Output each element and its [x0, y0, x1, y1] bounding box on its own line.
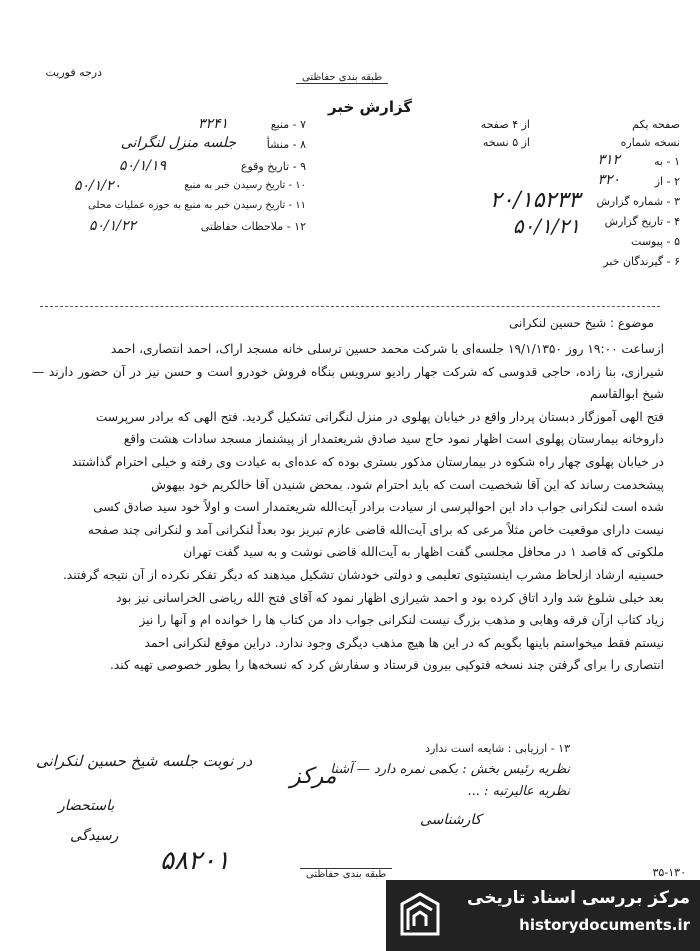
brand-name: مرکز بررسی اسناد تاریخی: [467, 888, 690, 908]
notes-line-3: نظریه عالیرتبه : ...: [467, 784, 570, 799]
field-local-label: ۱۱ - تاریخ رسیدن خبر به منبع به حوزه عملیات محلی: [88, 200, 306, 211]
field-received-value: ۵۰/۱/۲۰: [73, 178, 121, 194]
field-recipients-label: ۶ - گیرندگان خبر: [603, 255, 680, 268]
field-notes-label: ۱۲ - ملاحظات حفاظتی: [200, 220, 306, 233]
field-source-label: ۷ - منبع: [270, 118, 306, 131]
field-date-label: ۹ - تاریخ وقوع: [240, 160, 306, 173]
body-line: پیشخدمت رساند که این آقا شخصیت است که باید احترام شود. بمحض شنیدن آقا خالکریم خود بیهوش: [151, 477, 664, 492]
field-origin-label: ۸ - منشأ: [266, 138, 306, 151]
body-line: در خیابان پهلوی چهار راه شکوه در بیمارستان مذکور بستری بوده که عده‌ای به عیادت وی رفته و خیلی احترام گذاشتند: [71, 454, 664, 469]
body-line: ملکوتی که قاصد ۱ در محافل مجلسی گفت اظهار به آیت‌الله قاضی نوشت و به سید گفت تهران: [183, 545, 664, 560]
field-report-date-label: ۴ - تاریخ گزارش: [604, 215, 680, 228]
body-line: حسینیه ارشاد ازلحاظ مشرب اینستیتوی تعلیمی و دولتی خودشان تشکیل میدهند که دیگر تفکر نکرده از آن نتیجه گرفتند.: [62, 567, 664, 582]
classification-bottom: طبقه بندی حفاظتی: [300, 868, 392, 880]
report-title: گزارش خبر: [328, 98, 413, 116]
field-report-no-label: ۳ - شماره گزارش: [596, 195, 680, 208]
body-line: نیستم فقط میخواستم باینها بگویم که در این ها هیچ مذهب دیگری وجود ندارد. دراین موقع لنکرانی احمد: [144, 635, 664, 650]
subject-value: شیخ حسین لنکرانی: [509, 316, 607, 330]
signature-left-sub: باستحضار: [58, 798, 115, 814]
body-line: ازساعت ۱۹:۰۰ روز ۱۹/۱/۱۳۵۰ جلسه‌ای با شرکت محمد حسین ترسلی خانه مسجد اراک، احمد انتصاری، احمد: [110, 342, 664, 356]
field-copy-label: نسخه شماره: [620, 136, 680, 149]
body-line: زیاد کتاب ازآن فرقه وهابی و مذهب بزرگ نیست لنکرانی جواب داد من کتاب ها را خوانده ام و آنها را نیز: [139, 613, 664, 628]
field-to-label: ۱ - به: [654, 155, 680, 168]
body-line: شده است لنکرانی جواب داد این احوالپرسی از سیادت برادر آیت‌الله شریعتمدار است و اولاً خود سید صادق کسی: [93, 500, 664, 515]
separator-rule: [40, 306, 660, 307]
archive-logo-icon: [398, 890, 442, 940]
field-page-label: صفحه یکم: [632, 118, 680, 131]
left-fields: [36, 118, 306, 240]
grade-label: درجه فوریت: [45, 66, 102, 79]
field-origin-value: جلسه منزل لنگرانی: [120, 135, 236, 151]
signature-right: کارشناسی: [420, 812, 482, 828]
signature-middle: مرکز: [290, 764, 337, 789]
field-source-value: ۳۲۴۱: [197, 116, 228, 132]
field-report-date-value: ۵۰/۱/۲۱: [512, 214, 580, 238]
body-line: انتصاری را برای گرفتن چند نسخه فتوکپی بیرون فرستاد و سفارش کرد که نسخه‌ها را بطور خصوصی تهیه کند.: [110, 658, 664, 673]
body-line: فتح الهی آموزگار دبستان پردار واقع در خیابان پهلوی در منزل لنگرانی تشکیل گردید. فتح الهی که برادر سرپرست: [95, 409, 664, 424]
field-from-value: ۳۲۰: [597, 172, 620, 188]
body-line: نیست دارای موقعیت خاص مثلاً مرعی که برای آیت‌الله قاضی عازم تبریز بود بعداً لنکرانی آمد و لنکرانی چند صفحه: [87, 522, 664, 537]
field-notes-value: ۵۰/۱/۲۲: [88, 218, 136, 234]
evaluation-note: ۱۳ - ارزیابی : شایعه است ندارد: [425, 742, 570, 755]
field-page-value: از ۴ صفحه: [480, 118, 530, 131]
field-copy-value: از ۵ نسخه: [482, 136, 530, 149]
notes-line-2: نظریه رئیس بخش : بکمی نمره دارد — آشنا: [330, 762, 570, 777]
field-received-label: ۱۰ - تاریخ رسیدن خبر به منبع: [184, 180, 306, 191]
brand-url[interactable]: historydocuments.ir: [519, 916, 690, 934]
field-report-no-value: ۲۰/۱۵۲۳۳: [489, 188, 580, 213]
subject-label: موضوع: [617, 316, 654, 330]
classification-top: طبقه بندی حفاظتی: [296, 72, 388, 84]
report-body: [32, 338, 664, 677]
body-line: بعد خیلی شلوغ شد وارد اتاق کرده بود و احمد شیرازی اظهار نمود که آقای فتح الله ریاضی الخراسانی نیز بود: [116, 590, 664, 605]
body-line: شیرازی، بنا زاده، حاجی قدوسی که شرکت جهار رادیو سرویس بنگاه فروش خودرو است و حسن نیز در آن حضور دارند — شیخ ابوالقاسم: [32, 364, 664, 402]
field-attachment-label: ۵ - پیوست: [631, 235, 680, 248]
field-date-value: ۵۰/۱/۱۹: [118, 158, 166, 174]
doc-number: ۵۸۲۰۱: [160, 846, 230, 876]
right-fields: [380, 118, 680, 278]
body-line: داروخانه بیمارستان پهلوی است اظهار نمود حاج سید صادق شریعتمدار از پیشنماز مسجد سادات هشت واقع: [123, 432, 664, 447]
brand-band: [386, 880, 700, 951]
signature-left: در نوبت جلسه شیخ حسین لنکرانی: [36, 752, 253, 770]
form-code: ۳۵-۱۳۰: [652, 866, 686, 879]
signature-left-sub2: رسیدگی: [70, 828, 119, 844]
field-to-value: ۳۱۲: [597, 152, 620, 168]
subject-line: موضوع : شیخ حسین لنکرانی: [509, 316, 654, 330]
field-from-label: ۲ - از: [654, 175, 680, 188]
